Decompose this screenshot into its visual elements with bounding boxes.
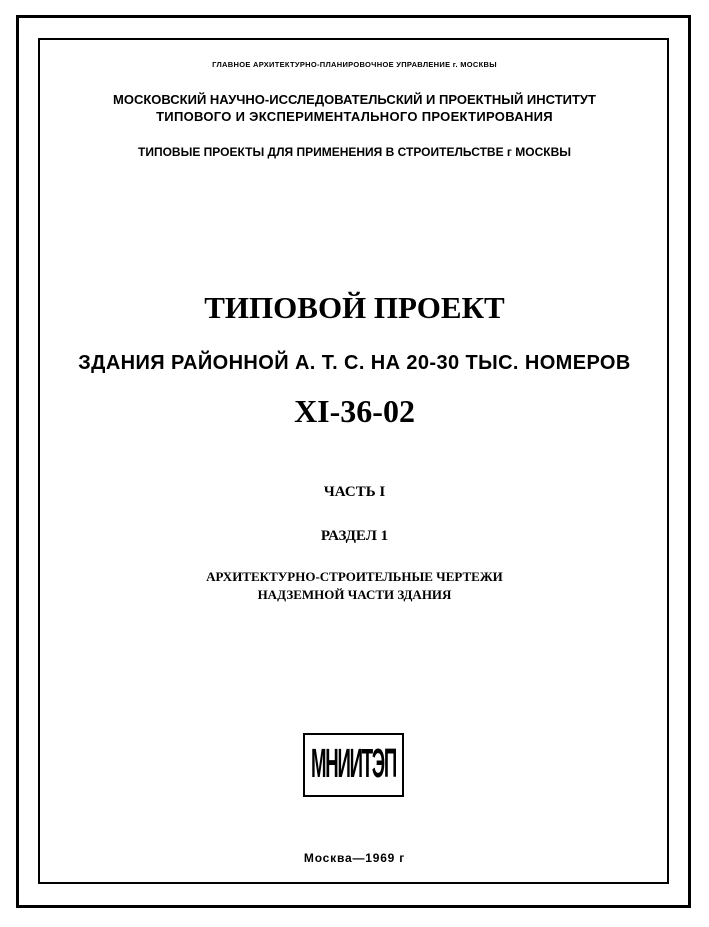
project-code: XI-36-02 [294, 393, 415, 429]
description-line1: АРХИТЕКТУРНО-СТРОИТЕЛЬНЫЕ ЧЕРТЕЖИ [206, 569, 503, 584]
institute-logo [303, 733, 404, 797]
org-header: ГЛАВНОЕ АРХИТЕКТУРНО-ПЛАНИРОВОЧНОЕ УПРАВЛЕНИЕ г. МОСКВЫ [212, 60, 497, 69]
building-title: ЗДАНИЯ РАЙОННОЙ А. Т. С. НА 20-30 ТЫС. НОМЕРОВ [78, 352, 631, 374]
description-line2: НАДЗЕМНОЙ ЧАСТИ ЗДАНИЯ [257, 587, 452, 602]
institute-name-line1: МОСКОВСКИЙ НАУЧНО-ИССЛЕДОВАТЕЛЬСКИЙ И ПРОЕКТНЫЙ ИНСТИТУТ [113, 92, 596, 107]
logo-text: МНИИТЭП [311, 742, 396, 787]
document-type: ТИПОВОЙ ПРОЕКТ [204, 290, 505, 325]
series-title: ТИПОВЫЕ ПРОЕКТЫ ДЛЯ ПРИМЕНЕНИЯ В СТРОИТЕЛЬСТВЕ г МОСКВЫ [138, 145, 571, 159]
institute-name-line2: ТИПОВОГО И ЭКСПЕРИМЕНТАЛЬНОГО ПРОЕКТИРОВАНИЯ [156, 109, 553, 124]
part-label: ЧАСТЬ I [323, 484, 386, 500]
section-label: РАЗДЕЛ 1 [320, 528, 389, 544]
footer-place-year: Москва—1969 г [303, 851, 406, 865]
